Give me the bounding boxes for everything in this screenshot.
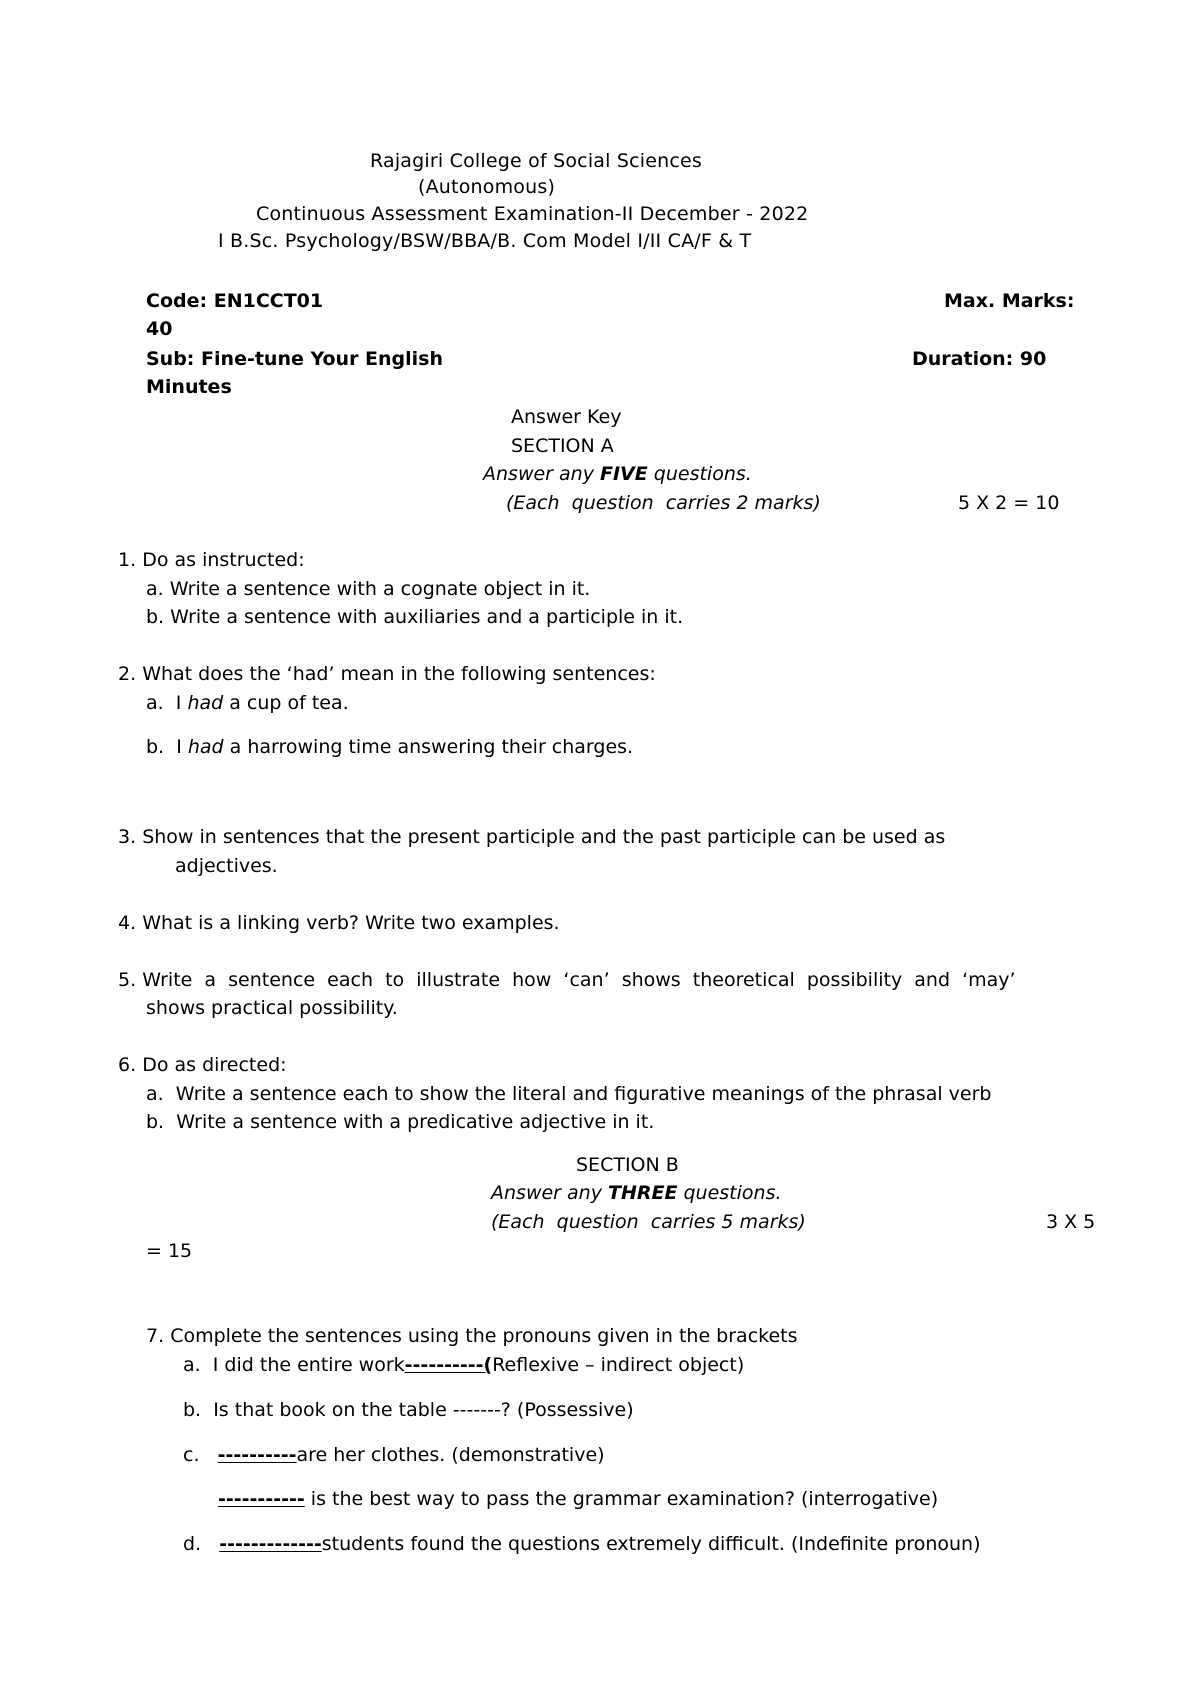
question-text: What does the ‘had’ mean in the following sentences: <box>142 663 656 685</box>
part-emphasis: had <box>187 736 224 758</box>
part-text: students found the questions extremely difficult. (Indefinite pronoun) <box>321 1533 981 1555</box>
answer-blank: ----------- <box>218 1488 305 1510</box>
question-7c-2 <box>218 1490 938 1509</box>
question-text: Do as directed: <box>142 1054 287 1076</box>
max-marks-label: Max. Marks: <box>944 290 1075 312</box>
question-7c <box>183 1446 605 1465</box>
part-text: Reflexive – indirect object) <box>492 1354 745 1376</box>
part-text: I did the entire work <box>212 1354 405 1376</box>
question-7d <box>183 1535 980 1554</box>
part-label: c. <box>183 1444 200 1466</box>
question-7a <box>183 1356 744 1375</box>
question-2b <box>146 738 633 757</box>
college-name: Rajagiri College of Social Sciences <box>370 150 703 172</box>
question-6b <box>146 1113 654 1132</box>
question-number: 6. <box>118 1054 137 1076</box>
question-text: Complete the sentences using the pronouns given in the brackets <box>170 1325 798 1347</box>
subject-line <box>146 350 443 369</box>
part-label: a. <box>183 1354 201 1376</box>
question-number: 1. <box>118 549 137 571</box>
question-number: 3. <box>118 826 137 848</box>
duration-unit: Minutes <box>146 376 232 398</box>
section-b-instruction <box>491 1184 782 1203</box>
section-a-marks-note: (Each question carries 2 marks) <box>506 492 821 514</box>
question-text: Do as instructed: <box>142 549 305 571</box>
question-number: 5. <box>118 969 137 991</box>
answer-key-title: Answer Key <box>511 406 622 428</box>
part-label: a. <box>146 1083 164 1105</box>
part-label: a. <box>146 692 164 714</box>
duration-line <box>912 350 1046 369</box>
section-a-marks-total: 5 X 2 = 10 <box>958 492 1060 514</box>
part-text: a cup of tea. <box>223 692 349 714</box>
autonomous-label: (Autonomous) <box>418 176 556 198</box>
subject-label: Sub: <box>146 348 195 370</box>
question-1a <box>146 580 590 599</box>
code-value: EN1CCT01 <box>213 290 324 312</box>
part-text: Is that book on the table -------? (Possessive) <box>213 1399 634 1421</box>
duration-value: 90 <box>1019 348 1047 370</box>
part-label: b. <box>146 736 165 758</box>
part-label: b. <box>146 606 165 628</box>
question-number: 7. <box>146 1325 165 1347</box>
question-3 <box>118 828 945 847</box>
part-text: Write a sentence with a cognate object in it. <box>169 578 591 600</box>
part-text: a harrowing time answering their charges. <box>223 736 634 758</box>
section-b-marks-total: 3 X 5 <box>1046 1211 1096 1233</box>
part-text: I <box>175 692 188 714</box>
exam-title: Continuous Assessment Examination-II December - 2022 <box>256 203 809 225</box>
question-text: Show in sentences that the present participle and the past participle can be used as <box>142 826 946 848</box>
part-text: are her clothes. (demonstrative) <box>296 1444 605 1466</box>
part-text: Write a sentence with a predicative adjective in it. <box>176 1111 655 1133</box>
subject-value: Fine-tune Your English <box>201 348 444 370</box>
instruction-text: Answer any <box>483 463 600 485</box>
instruction-count: THREE <box>608 1182 678 1204</box>
question-number: 4. <box>118 912 137 934</box>
question-5 <box>118 971 1016 990</box>
question-1 <box>118 551 305 570</box>
part-text: Write a sentence each to show the literal and figurative meanings of the phrasal verb <box>175 1083 992 1105</box>
part-text: is the best way to pass the grammar examination? (interrogative) <box>304 1488 939 1510</box>
question-7 <box>146 1327 798 1346</box>
question-5-cont: shows practical possibility. <box>146 997 398 1019</box>
question-text: What is a linking verb? Write two examples. <box>142 912 560 934</box>
answer-blank: ---------- <box>217 1444 297 1466</box>
answer-blank: ----------( <box>404 1354 493 1376</box>
section-b-title: SECTION B <box>576 1154 679 1176</box>
part-emphasis: had <box>187 692 224 714</box>
section-a-instruction <box>483 465 752 484</box>
programme-line: I B.Sc. Psychology/BSW/BBA/B. Com Model I/II CA/F & T <box>218 230 752 252</box>
question-2a <box>146 694 349 713</box>
section-b-marks-note: (Each question carries 5 marks) <box>491 1211 806 1233</box>
question-7b <box>183 1401 634 1420</box>
question-3-cont: adjectives. <box>175 855 278 877</box>
question-text: Write a sentence each to illustrate how ‘can’ shows theoretical possibility and ‘may’ <box>142 969 1016 991</box>
section-a-title: SECTION A <box>511 435 614 457</box>
part-label: b. <box>183 1399 202 1421</box>
instruction-text: questions. <box>647 463 752 485</box>
part-text: I <box>176 736 188 758</box>
question-4 <box>118 914 560 933</box>
part-label: a. <box>146 578 164 600</box>
part-label: d. <box>183 1533 202 1555</box>
instruction-text: questions. <box>677 1182 782 1204</box>
instruction-text: Answer any <box>491 1182 608 1204</box>
question-6a <box>146 1085 991 1104</box>
section-b-marks-total-cont: = 15 <box>146 1240 193 1262</box>
question-6 <box>118 1056 287 1075</box>
max-marks-value: 40 <box>146 318 173 340</box>
question-2 <box>118 665 656 684</box>
duration-label: Duration: <box>912 348 1014 370</box>
answer-blank: ------------- <box>219 1533 322 1555</box>
question-1b <box>146 608 683 627</box>
part-text: Write a sentence with auxiliaries and a participle in it. <box>170 606 684 628</box>
part-label: b. <box>146 1111 165 1133</box>
code-line <box>146 292 323 311</box>
instruction-count: FIVE <box>600 463 648 485</box>
code-label: Code: <box>146 290 208 312</box>
question-number: 2. <box>118 663 137 685</box>
